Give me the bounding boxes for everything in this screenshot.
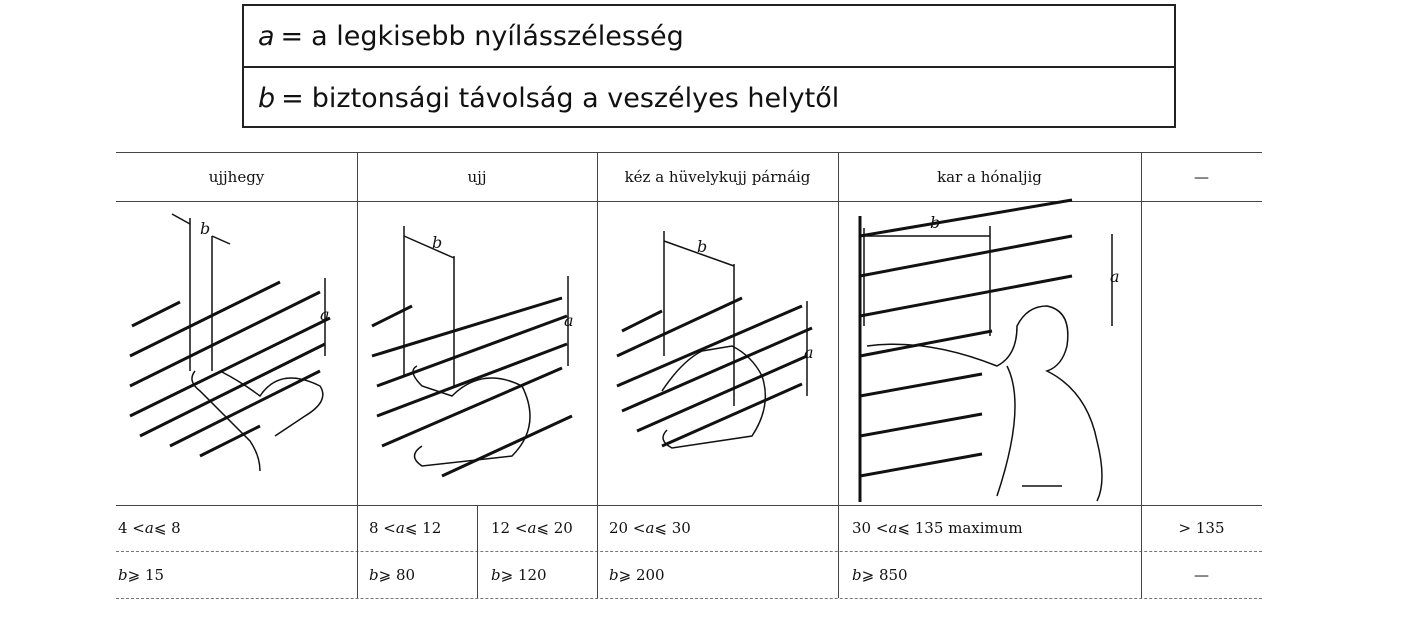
b-dist-ujjhegy-var: b (118, 565, 128, 584)
header-ujjhegy: ujjhegy (208, 167, 265, 186)
legend-eq-a: = (280, 20, 304, 52)
a-range-ujj-2 (477, 505, 611, 551)
b-dist-dash-pre: — (1194, 565, 1209, 584)
a-range-kez-post: ⩽ 30 (654, 519, 691, 537)
legend-eq-b: = (281, 82, 304, 114)
b-dist-ujj-1-post: ⩾ 80 (378, 565, 416, 584)
b-dist-ujj-2-post: ⩾ 120 (500, 565, 547, 584)
arm-figure (842, 196, 1138, 505)
b-dist-ujjhegy (116, 551, 359, 598)
legend-var-a: a (258, 20, 275, 52)
a-range-ujj-1 (357, 505, 489, 551)
arm-a-label: a (1110, 267, 1120, 286)
hand-b-label: b (697, 237, 708, 256)
legend-var-b: b (258, 82, 276, 114)
legend-text-b: biztonsági távolság a veszélyes helytől (311, 82, 840, 114)
a-range-ujj-1-post: ⩽ 12 (404, 519, 442, 537)
a-range-ujj-1-pre: 8 < (369, 519, 396, 537)
table-bottom-rule (116, 598, 1262, 599)
a-range-kez (597, 505, 850, 551)
b-dist-ujj-1 (357, 551, 489, 598)
finger-a-label: a (564, 311, 574, 330)
a-range-kar-post: ⩽ 135 maximum (897, 519, 1023, 537)
b-dist-ujj-1-var: b (369, 565, 379, 584)
a-range-ujj-2-var: a (527, 519, 537, 537)
finger-figure (362, 206, 594, 501)
header-kar: kar a hónaljig (937, 167, 1042, 186)
a-range-ujjhegy (116, 505, 359, 551)
hand-a-label: a (804, 343, 814, 362)
fingertip-figure (120, 206, 352, 501)
a-range-dash-pre: > 135 (1178, 519, 1225, 537)
header-kez: kéz a hüvelykujj párnáig (624, 167, 811, 186)
b-dist-kar-post: ⩾ 850 (861, 565, 908, 584)
b-dist-kar-var: b (852, 565, 862, 584)
fingertip-b-label: b (200, 219, 211, 238)
a-range-kar-var: a (888, 519, 898, 537)
b-dist-dash (1141, 551, 1262, 598)
a-range-kez-pre: 20 < (609, 519, 646, 537)
a-range-ujj-2-post: ⩽ 20 (536, 519, 573, 537)
legend-text-a: a legkisebb nyílásszélesség (311, 20, 684, 52)
header-dash: — (1194, 167, 1209, 186)
finger-b-label: b (432, 233, 443, 252)
b-dist-kez (597, 551, 850, 598)
arm-b-label: b (930, 213, 941, 232)
header-ujj: ujj (467, 167, 487, 186)
a-range-ujjhegy-post: ⩽ 8 (153, 519, 181, 537)
a-range-ujjhegy-pre: 4 < (118, 519, 145, 537)
a-range-ujj-2-pre: 12 < (491, 519, 528, 537)
a-range-kar (838, 505, 1155, 551)
b-dist-kar (838, 551, 1155, 598)
hand-figure (602, 206, 834, 501)
a-range-ujj-1-var: a (395, 519, 405, 537)
fingertip-a-label: a (320, 305, 330, 324)
b-dist-ujjhegy-post: ⩾ 15 (127, 565, 165, 584)
a-range-kar-pre: 30 < (852, 519, 889, 537)
b-dist-kez-var: b (609, 565, 619, 584)
a-range-ujjhegy-var: a (144, 519, 154, 537)
b-dist-kez-post: ⩾ 200 (618, 565, 665, 584)
a-range-kez-var: a (645, 519, 655, 537)
b-dist-ujj-2 (477, 551, 611, 598)
b-dist-ujj-2-var: b (491, 565, 501, 584)
a-range-dash (1141, 505, 1262, 551)
